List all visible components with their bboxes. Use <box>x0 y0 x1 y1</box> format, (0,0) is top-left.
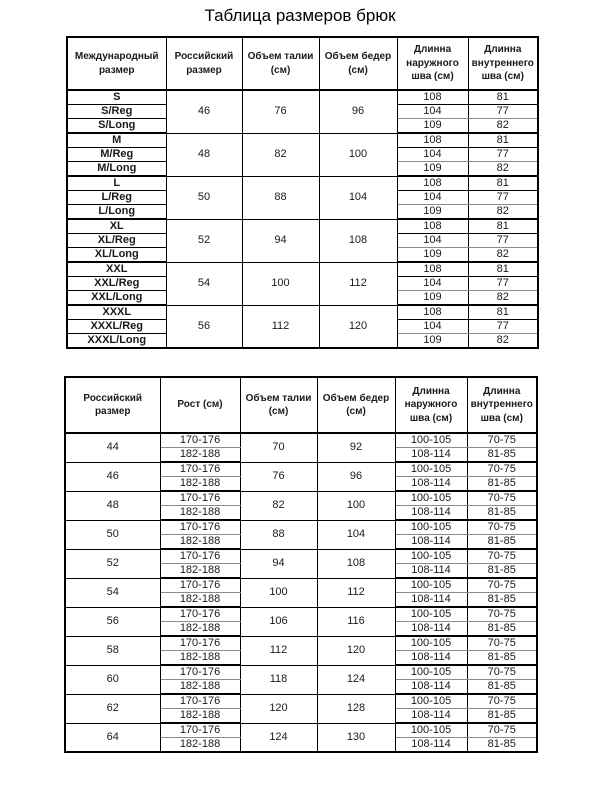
waist-cell: 112 <box>240 636 317 665</box>
height-cell: 170-176 <box>160 723 240 738</box>
ru-size-cell: 60 <box>65 665 160 694</box>
inner-seam-cell: 70-75 <box>467 578 537 593</box>
inner-seam-cell: 70-75 <box>467 607 537 622</box>
ru-size-cell: 48 <box>166 133 242 176</box>
ru-size-cell: 62 <box>65 694 160 723</box>
outer-seam-cell: 100-105 <box>395 549 467 564</box>
inner-seam-cell: 82 <box>468 248 538 263</box>
inner-seam-cell: 81-85 <box>467 651 537 666</box>
height-cell: 182-188 <box>160 651 240 666</box>
waist-cell: 106 <box>240 607 317 636</box>
outer-seam-cell: 108 <box>397 133 468 148</box>
height-cell: 170-176 <box>160 491 240 506</box>
outer-seam-cell: 109 <box>397 248 468 263</box>
intl-size-cell: XXL/Long <box>67 291 166 306</box>
height-cell: 182-188 <box>160 477 240 492</box>
waist-cell: 82 <box>240 491 317 520</box>
waist-cell: 82 <box>242 133 319 176</box>
outer-seam-cell: 109 <box>397 162 468 177</box>
outer-seam-cell: 108-114 <box>395 651 467 666</box>
page-title: Таблица размеров брюк <box>204 6 396 25</box>
outer-seam-cell: 104 <box>397 191 468 205</box>
hips-cell: 128 <box>317 694 395 723</box>
intl-size-cell: XL <box>67 219 166 234</box>
height-cell: 170-176 <box>160 520 240 535</box>
inner-seam-cell: 82 <box>468 334 538 349</box>
waist-cell: 94 <box>240 549 317 578</box>
inner-seam-cell: 81-85 <box>467 506 537 521</box>
table-row <box>67 262 538 277</box>
inner-seam-cell: 70-75 <box>467 723 537 738</box>
outer-seam-cell: 109 <box>397 291 468 306</box>
height-cell: 170-176 <box>160 549 240 564</box>
ru-size-cell: 44 <box>65 433 160 462</box>
height-cell: 170-176 <box>160 607 240 622</box>
outer-seam-cell: 100-105 <box>395 491 467 506</box>
height-cell: 182-188 <box>160 593 240 608</box>
table-row <box>67 90 538 105</box>
intl-size-cell: L/Long <box>67 205 166 220</box>
hips-cell: 104 <box>319 176 397 219</box>
table1-header-waist: Объем талии (см) <box>242 37 319 90</box>
outer-seam-cell: 100-105 <box>395 665 467 680</box>
hips-cell: 108 <box>317 549 395 578</box>
height-cell: 182-188 <box>160 535 240 550</box>
outer-seam-cell: 109 <box>397 334 468 349</box>
outer-seam-cell: 100-105 <box>395 462 467 477</box>
table1-header-international-size: Международный размер <box>67 37 166 90</box>
ru-size-cell: 56 <box>166 305 242 348</box>
hips-cell: 92 <box>317 433 395 462</box>
inner-seam-cell: 82 <box>468 205 538 220</box>
inner-seam-cell: 70-75 <box>467 694 537 709</box>
inner-seam-cell: 81 <box>468 305 538 320</box>
intl-size-cell: XXL <box>67 262 166 277</box>
inner-seam-cell: 82 <box>468 162 538 177</box>
intl-size-cell: S <box>67 90 166 105</box>
inner-seam-cell: 81-85 <box>467 680 537 695</box>
height-cell: 182-188 <box>160 564 240 579</box>
outer-seam-cell: 108 <box>397 90 468 105</box>
waist-cell: 76 <box>240 462 317 491</box>
hips-cell: 100 <box>317 491 395 520</box>
height-cell: 170-176 <box>160 433 240 448</box>
inner-seam-cell: 81-85 <box>467 535 537 550</box>
outer-seam-cell: 108-114 <box>395 593 467 608</box>
table-row <box>65 607 537 622</box>
inner-seam-cell: 81-85 <box>467 738 537 753</box>
table1-header-row <box>67 37 538 90</box>
inner-seam-cell: 81-85 <box>467 709 537 724</box>
height-cell: 182-188 <box>160 738 240 753</box>
hips-cell: 108 <box>319 219 397 262</box>
table-row <box>65 723 537 738</box>
height-cell: 170-176 <box>160 665 240 680</box>
height-cell: 170-176 <box>160 578 240 593</box>
waist-cell: 124 <box>240 723 317 752</box>
table2-header-russian-size: Российский размер <box>65 377 160 433</box>
ru-size-cell: 48 <box>65 491 160 520</box>
table1-header-hips: Объем бедер (см) <box>319 37 397 90</box>
outer-seam-cell: 104 <box>397 234 468 248</box>
table-row <box>67 133 538 148</box>
waist-cell: 76 <box>242 90 319 133</box>
ru-size-cell: 58 <box>65 636 160 665</box>
waist-cell: 70 <box>240 433 317 462</box>
inner-seam-cell: 70-75 <box>467 520 537 535</box>
intl-size-cell: XXL/Reg <box>67 277 166 291</box>
inner-seam-cell: 70-75 <box>467 462 537 477</box>
table-row <box>65 665 537 680</box>
waist-cell: 100 <box>242 262 319 305</box>
table1-header-inner-seam: Длинна внутреннего шва (см) <box>468 37 538 90</box>
outer-seam-cell: 100-105 <box>395 607 467 622</box>
outer-seam-cell: 100-105 <box>395 694 467 709</box>
intl-size-cell: S/Long <box>67 119 166 134</box>
ru-size-cell: 52 <box>65 549 160 578</box>
intl-size-cell: L/Reg <box>67 191 166 205</box>
hips-cell: 96 <box>319 90 397 133</box>
intl-size-cell: L <box>67 176 166 191</box>
height-cell: 182-188 <box>160 622 240 637</box>
height-cell: 182-188 <box>160 506 240 521</box>
hips-cell: 120 <box>317 636 395 665</box>
outer-seam-cell: 108 <box>397 219 468 234</box>
table-row <box>65 694 537 709</box>
table2-header-row <box>65 377 537 433</box>
table2-header-outer-seam: Длинна наружного шва (см) <box>395 377 467 433</box>
outer-seam-cell: 108-114 <box>395 535 467 550</box>
table-row <box>67 305 538 320</box>
inner-seam-cell: 81-85 <box>467 622 537 637</box>
inner-seam-cell: 81 <box>468 219 538 234</box>
waist-cell: 120 <box>240 694 317 723</box>
ru-size-cell: 56 <box>65 607 160 636</box>
hips-cell: 120 <box>319 305 397 348</box>
outer-seam-cell: 108-114 <box>395 709 467 724</box>
ru-size-cell: 46 <box>166 90 242 133</box>
outer-seam-cell: 109 <box>397 205 468 220</box>
table1-header-outer-seam: Длинна наружного шва (см) <box>397 37 468 90</box>
inner-seam-cell: 77 <box>468 105 538 119</box>
outer-seam-cell: 100-105 <box>395 723 467 738</box>
waist-cell: 88 <box>242 176 319 219</box>
inner-seam-cell: 77 <box>468 320 538 334</box>
height-cell: 182-188 <box>160 680 240 695</box>
outer-seam-cell: 100-105 <box>395 578 467 593</box>
inner-seam-cell: 77 <box>468 234 538 248</box>
outer-seam-cell: 104 <box>397 148 468 162</box>
outer-seam-cell: 109 <box>397 119 468 134</box>
russian-size-table <box>64 376 538 753</box>
outer-seam-cell: 108-114 <box>395 448 467 463</box>
table-row <box>65 491 537 506</box>
table-row <box>65 462 537 477</box>
hips-cell: 124 <box>317 665 395 694</box>
intl-size-cell: XL/Long <box>67 248 166 263</box>
waist-cell: 88 <box>240 520 317 549</box>
ru-size-cell: 54 <box>65 578 160 607</box>
height-cell: 170-176 <box>160 462 240 477</box>
hips-cell: 96 <box>317 462 395 491</box>
international-size-table <box>66 36 539 349</box>
outer-seam-cell: 108 <box>397 176 468 191</box>
intl-size-cell: M/Long <box>67 162 166 177</box>
table2-header-height: Рост (см) <box>160 377 240 433</box>
inner-seam-cell: 77 <box>468 277 538 291</box>
waist-cell: 112 <box>242 305 319 348</box>
waist-cell: 118 <box>240 665 317 694</box>
inner-seam-cell: 70-75 <box>467 433 537 448</box>
table2-header-waist: Объем талии (см) <box>240 377 317 433</box>
outer-seam-cell: 108-114 <box>395 506 467 521</box>
outer-seam-cell: 100-105 <box>395 433 467 448</box>
table-row <box>65 549 537 564</box>
inner-seam-cell: 70-75 <box>467 636 537 651</box>
inner-seam-cell: 81 <box>468 262 538 277</box>
ru-size-cell: 46 <box>65 462 160 491</box>
hips-cell: 130 <box>317 723 395 752</box>
inner-seam-cell: 81-85 <box>467 593 537 608</box>
hips-cell: 100 <box>319 133 397 176</box>
inner-seam-cell: 81 <box>468 90 538 105</box>
waist-cell: 94 <box>242 219 319 262</box>
height-cell: 182-188 <box>160 448 240 463</box>
intl-size-cell: XXXL/Long <box>67 334 166 349</box>
table1-header-russian-size: Российский размер <box>166 37 242 90</box>
intl-size-cell: XXXL/Reg <box>67 320 166 334</box>
inner-seam-cell: 77 <box>468 148 538 162</box>
inner-seam-cell: 70-75 <box>467 665 537 680</box>
outer-seam-cell: 108 <box>397 262 468 277</box>
height-cell: 182-188 <box>160 709 240 724</box>
table-row <box>65 636 537 651</box>
inner-seam-cell: 82 <box>468 291 538 306</box>
outer-seam-cell: 108-114 <box>395 477 467 492</box>
outer-seam-cell: 108 <box>397 305 468 320</box>
waist-cell: 100 <box>240 578 317 607</box>
inner-seam-cell: 82 <box>468 119 538 134</box>
table-row <box>67 176 538 191</box>
table-row <box>65 520 537 535</box>
outer-seam-cell: 104 <box>397 320 468 334</box>
outer-seam-cell: 100-105 <box>395 520 467 535</box>
table2-header-inner-seam: Длинна внутреннего шва (см) <box>467 377 537 433</box>
inner-seam-cell: 81-85 <box>467 477 537 492</box>
ru-size-cell: 50 <box>65 520 160 549</box>
inner-seam-cell: 81 <box>468 133 538 148</box>
intl-size-cell: XXXL <box>67 305 166 320</box>
ru-size-cell: 52 <box>166 219 242 262</box>
hips-cell: 112 <box>319 262 397 305</box>
intl-size-cell: M/Reg <box>67 148 166 162</box>
inner-seam-cell: 81 <box>468 176 538 191</box>
outer-seam-cell: 104 <box>397 105 468 119</box>
inner-seam-cell: 77 <box>468 191 538 205</box>
inner-seam-cell: 81-85 <box>467 564 537 579</box>
table-row <box>67 219 538 234</box>
table-row <box>65 433 537 448</box>
hips-cell: 112 <box>317 578 395 607</box>
height-cell: 170-176 <box>160 694 240 709</box>
intl-size-cell: M <box>67 133 166 148</box>
outer-seam-cell: 104 <box>397 277 468 291</box>
outer-seam-cell: 108-114 <box>395 680 467 695</box>
table-row <box>65 578 537 593</box>
intl-size-cell: S/Reg <box>67 105 166 119</box>
outer-seam-cell: 108-114 <box>395 564 467 579</box>
table2-header-hips: Объем бедер (см) <box>317 377 395 433</box>
inner-seam-cell: 81-85 <box>467 448 537 463</box>
height-cell: 170-176 <box>160 636 240 651</box>
ru-size-cell: 50 <box>166 176 242 219</box>
outer-seam-cell: 100-105 <box>395 636 467 651</box>
inner-seam-cell: 70-75 <box>467 491 537 506</box>
outer-seam-cell: 108-114 <box>395 622 467 637</box>
intl-size-cell: XL/Reg <box>67 234 166 248</box>
ru-size-cell: 64 <box>65 723 160 752</box>
ru-size-cell: 54 <box>166 262 242 305</box>
hips-cell: 104 <box>317 520 395 549</box>
inner-seam-cell: 70-75 <box>467 549 537 564</box>
hips-cell: 116 <box>317 607 395 636</box>
outer-seam-cell: 108-114 <box>395 738 467 753</box>
